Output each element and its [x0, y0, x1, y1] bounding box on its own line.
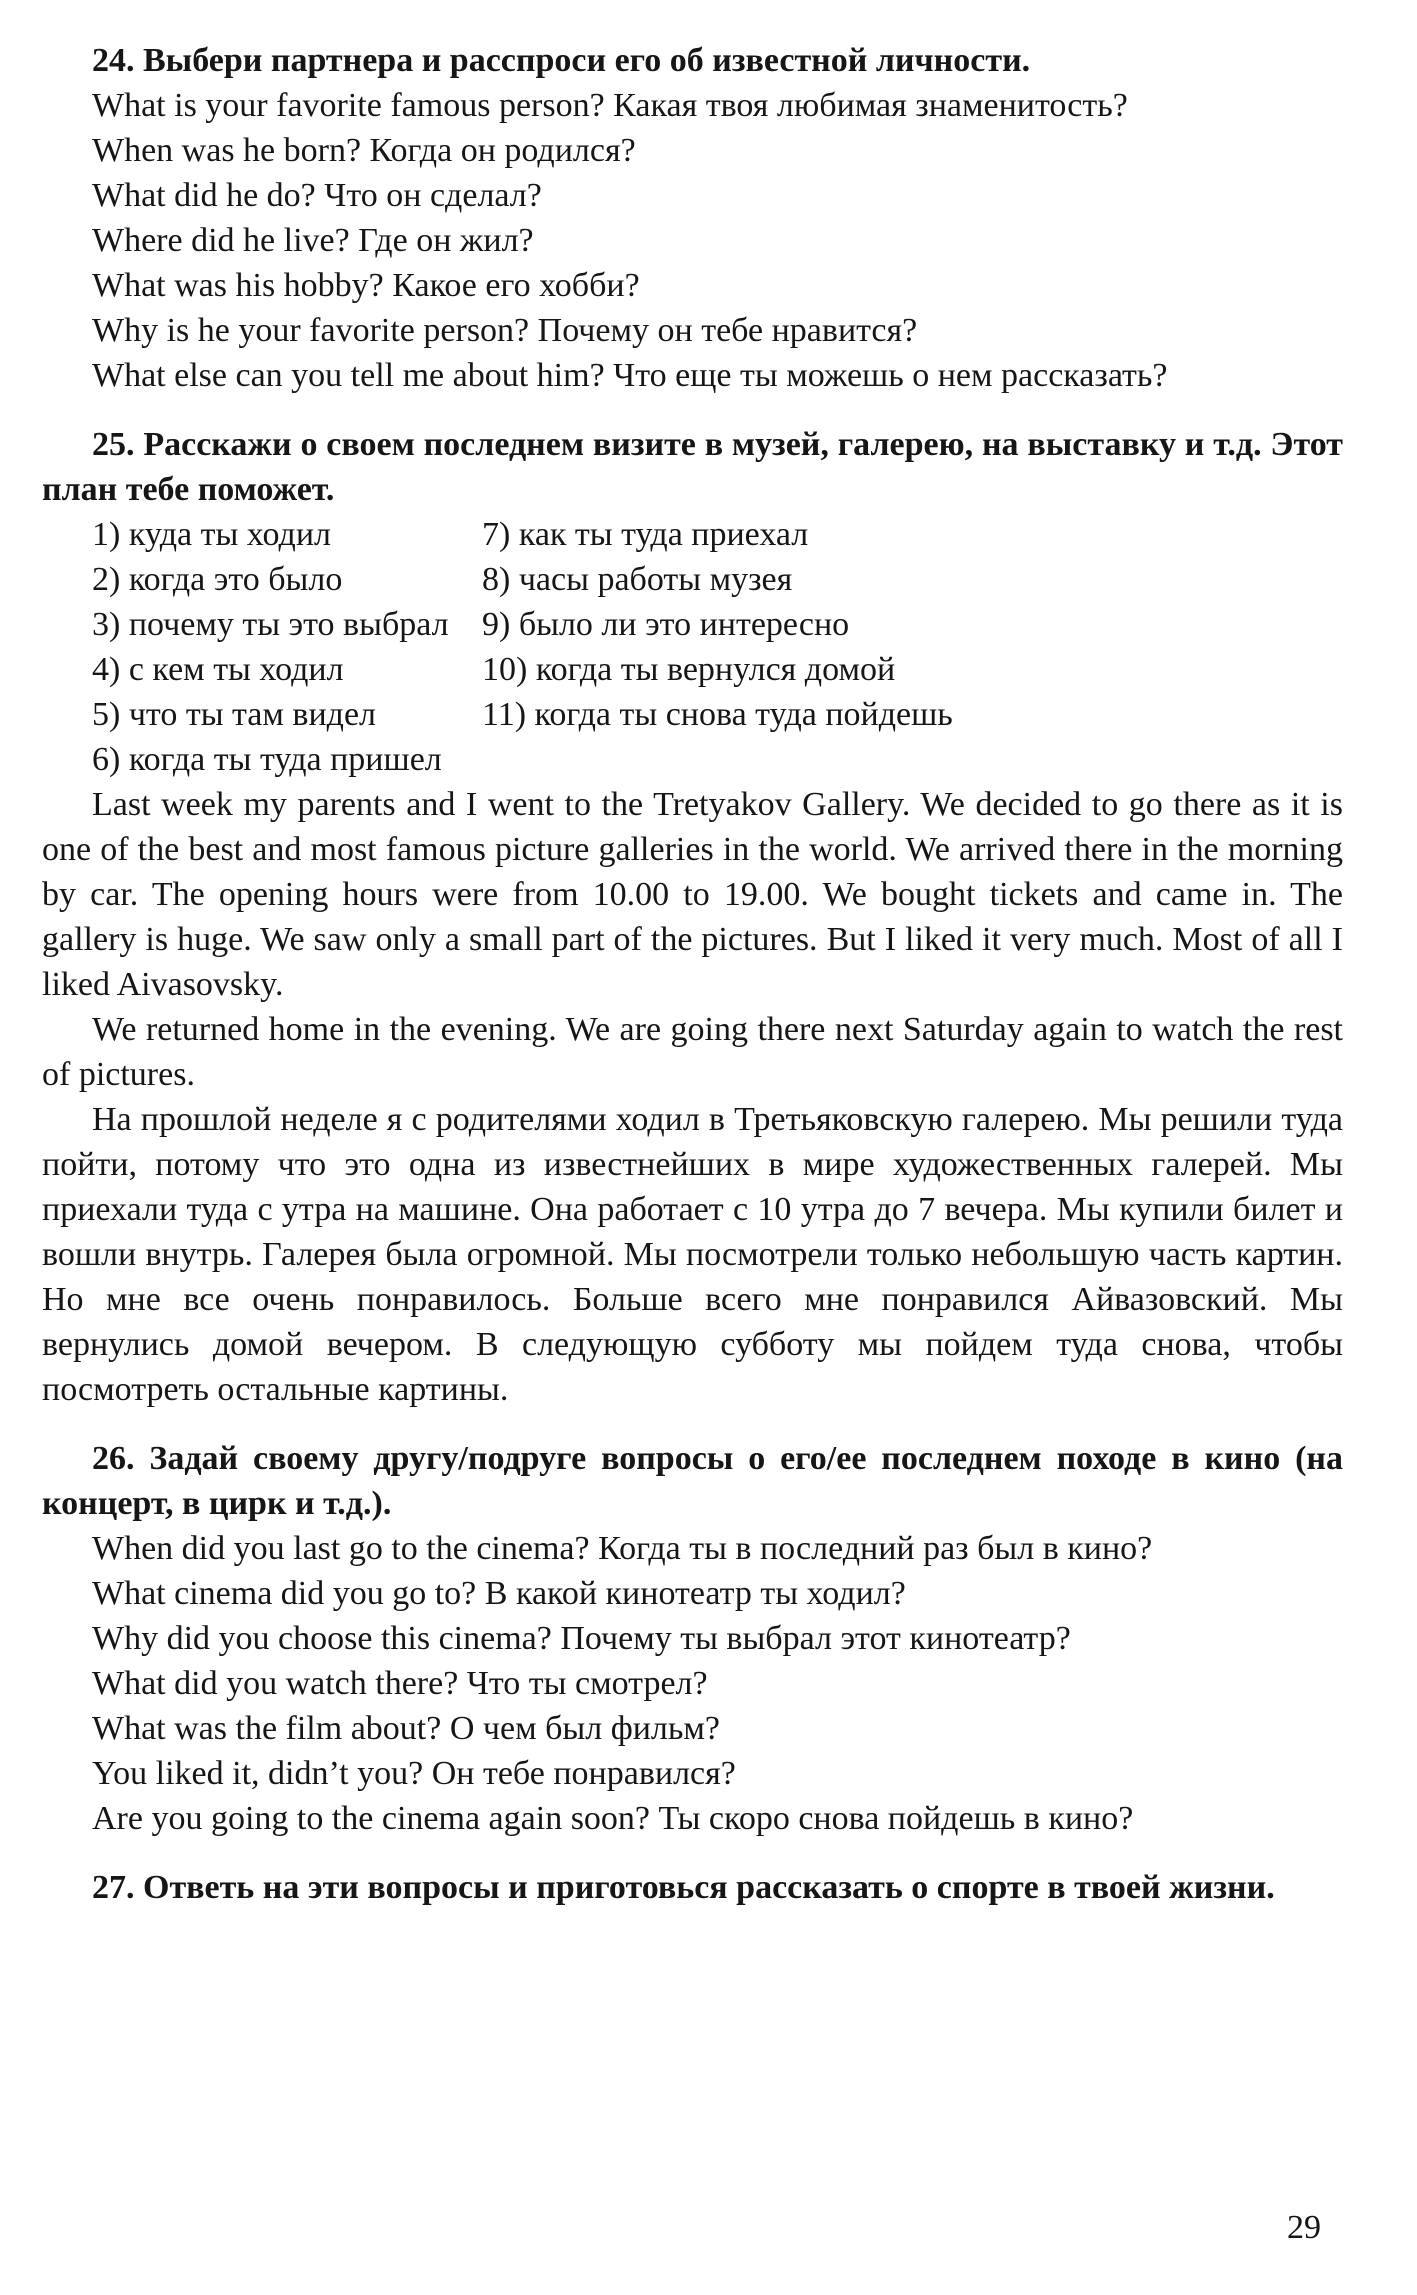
plan-item: 9) было ли это интересно [482, 606, 850, 643]
question: Are you going to the cinema again soon? Ты скоро снова пойдешь в кино? [92, 1800, 1134, 1837]
plan-item: 6) когда ты туда пришел [92, 741, 442, 778]
exercise-25-heading: 25. Расскажи о своем последнем визите в музей, галерею, на выставку и т.д. Этот план тебе поможет. [42, 426, 1343, 508]
question: When did you last go to the cinema? Когда ты в последний раз был в кино? [92, 1530, 1153, 1567]
sample-paragraph-english-2: We returned home in the evening. We are going there next Saturday again to watch the rest of pictures. [42, 1011, 1343, 1093]
plan-list [42, 512, 1343, 782]
plan-item: 7) как ты туда приехал [482, 516, 809, 553]
plan-item: 11) когда ты снова туда пойдешь [482, 696, 953, 733]
plan-column-right [482, 512, 1343, 737]
exercise-27 [42, 1865, 1343, 1910]
question: What is your favorite famous person? Какая твоя любимая знаменитость? [92, 87, 1128, 124]
plan-item: 4) с кем ты ходил [92, 651, 344, 688]
exercise-25 [42, 422, 1343, 1412]
plan-item: 2) когда это было [92, 561, 343, 598]
plan-item: 1) куда ты ходил [92, 516, 331, 553]
exercise-26-heading: 26. Задай своему другу/подруге вопросы о его/ее последнем походе в кино (на концерт, в цирк и т.д.). [42, 1440, 1343, 1522]
question: You liked it, didn’t you? Он тебе понравился? [92, 1755, 736, 1792]
question: What did you watch there? Что ты смотрел? [92, 1665, 708, 1702]
question: What was his hobby? Какое его хобби? [92, 267, 640, 304]
exercise-27-heading: 27. Ответь на эти вопросы и приготовься рассказать о спорте в твоей жизни. [92, 1869, 1275, 1906]
question: Where did he live? Где он жил? [92, 222, 534, 259]
page-number: 29 [1287, 2209, 1321, 2246]
question: When was he born? Когда он родился? [92, 132, 636, 169]
question: What was the film about? О чем был фильм? [92, 1710, 721, 1747]
plan-item: 10) когда ты вернулся домой [482, 651, 896, 688]
plan-column-left [42, 512, 482, 782]
exercise-26 [42, 1436, 1343, 1841]
plan-item: 5) что ты там видел [92, 696, 377, 733]
exercise-24-heading: 24. Выбери партнера и расспроси его об известной личности. [92, 42, 1031, 79]
plan-item: 3) почему ты это выбрал [92, 606, 449, 643]
exercise-24 [42, 38, 1343, 398]
question: Why did you choose this cinema? Почему ты выбрал этот кинотеатр? [92, 1620, 1071, 1657]
question: Why is he your favorite person? Почему он тебе нравится? [92, 312, 918, 349]
question: What else can you tell me about him? Что еще ты можешь о нем рассказать? [92, 357, 1168, 394]
question: What did he do? Что он сделал? [92, 177, 542, 214]
plan-item: 8) часы работы музея [482, 561, 793, 598]
sample-paragraph-english-1: Last week my parents and I went to the Tretyakov Gallery. We decided to go there as it is one of the best and most famous picture galleries in the world. We arrived there in the morning by car. The opening hours were from 10.00 to 19.00. We bought tickets and came in. The gallery is huge. We saw only a small part of the pictures. But I liked it very much. Most of all I liked Aivasovsky. [42, 786, 1343, 1003]
sample-paragraph-russian: На прошлой неделе я с родителями ходил в Третьяковскую галерею. Мы решили туда пойти, потому что это одна из известнейших в мире художественных галерей. Мы приехали туда с утра на машине. Она работает с 10 утра до 7 вечера. Мы купили билет и вошли внутрь. Галерея была огромной. Мы посмотрели только небольшую часть картин. Но мне все очень понравилось. Больше всего мне понравился Айвазовский. Мы вернулись домой вечером. В следующую субботу мы пойдем туда снова, чтобы посмотреть остальные картины. [42, 1101, 1343, 1408]
question: What cinema did you go to? В какой кинотеатр ты ходил? [92, 1575, 906, 1612]
